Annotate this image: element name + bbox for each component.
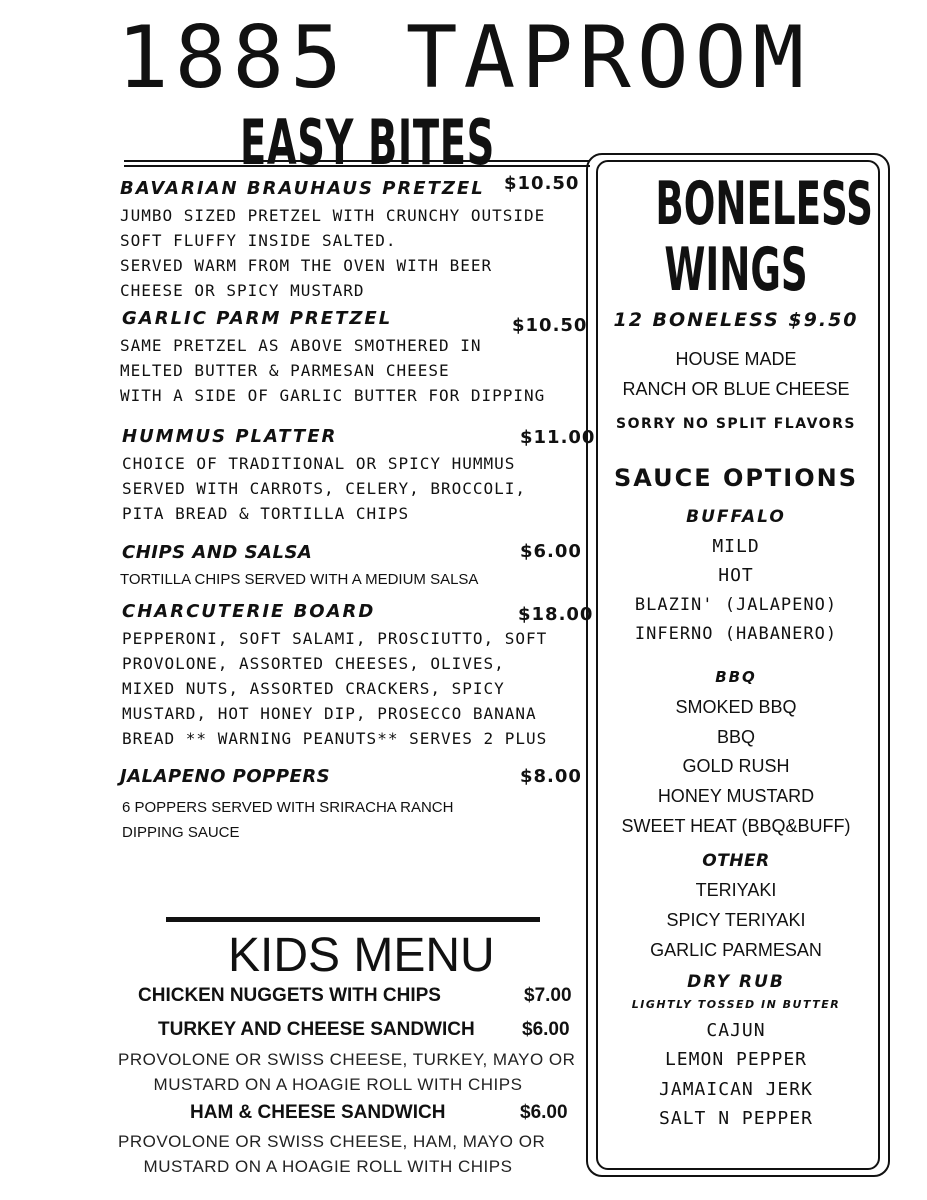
- sauce-category-bbq: BBQ: [715, 668, 757, 686]
- item-name-jalapeno-poppers: JALAPENO POPPERS: [120, 766, 331, 787]
- kids-heading: KIDS MENU: [228, 929, 495, 982]
- kids-item-name-ham: HAM & CHEESE SANDWICH: [190, 1102, 446, 1123]
- sauce-category-other: OTHER: [702, 851, 770, 871]
- wings-heading-line1: BONELESS: [655, 169, 873, 239]
- wings-heading-line2: WINGS: [664, 235, 808, 305]
- sauce-item: CAJUN: [706, 1020, 766, 1041]
- kids-item-price-nuggets: $7.00: [524, 985, 572, 1006]
- item-price-jalapeno-poppers: $8.00: [520, 766, 582, 787]
- item-desc-pretzel: JUMBO SIZED PRETZEL WITH CRUNCHY OUTSIDE SOFT FLUFFY INSIDE SALTED. SERVED WARM FROM THE OVEN WITH BEER CHEESE OR SPICY MUSTARD: [120, 206, 546, 300]
- kids-item-name-nuggets: CHICKEN NUGGETS WITH CHIPS: [138, 985, 441, 1006]
- kids-item-desc-turkey: PROVOLONE OR SWISS CHEESE, TURKEY, MAYO OR MUSTARD ON A HOAGIE ROLL WITH CHIPS: [118, 1050, 576, 1094]
- easy-bites-divider: [124, 160, 590, 167]
- dry-rub-note: LIGHTLY TOSSED IN BUTTER: [631, 998, 841, 1011]
- page-title: 1885 TAPROOM: [116, 8, 811, 108]
- sauce-item: HONEY MUSTARD: [657, 786, 815, 806]
- kids-item-desc-ham: PROVOLONE OR SWISS CHEESE, HAM, MAYO OR MUSTARD ON A HOAGIE ROLL WITH CHIPS: [118, 1132, 546, 1176]
- item-desc-jalapeno-poppers: 6 POPPERS SERVED WITH SRIRACHA RANCH DIPPING SAUCE: [122, 799, 454, 841]
- item-name-hummus: HUMMUS PLATTER: [122, 426, 338, 447]
- sauce-options-heading: SAUCE OPTIONS: [613, 464, 859, 492]
- wings-ranch: RANCH OR BLUE CHEESE: [622, 379, 850, 399]
- item-price-chips-salsa: $6.00: [520, 541, 582, 562]
- item-name-chips-salsa: CHIPS AND SALSA: [122, 542, 313, 563]
- sauce-item: BBQ: [716, 727, 755, 747]
- sauce-category-dry-rub: DRY RUB: [687, 972, 785, 992]
- kids-item-price-turkey: $6.00: [522, 1019, 570, 1040]
- item-desc-charcuterie: PEPPERONI, SOFT SALAMI, PROSCIUTTO, SOFT PROVOLONE, ASSORTED CHEESES, OLIVES, MIXED NUTS, ASSORTED CRACKERS, SPICY MUSTARD, HOT HONEY DIP, PROSECCO BANANA BREAD ** WARNING PEANUTS** SERVES 2 PLUS: [122, 629, 548, 748]
- item-desc-garlic-pretzel: SAME PRETZEL AS ABOVE SMOTHERED IN MELTED BUTTER & PARMESAN CHEESE WITH A SIDE OF GARLIC BUTTER FOR DIPPING: [120, 336, 546, 405]
- kids-divider: [166, 917, 540, 922]
- sauce-item: HOT: [718, 565, 754, 586]
- item-name-pretzel: BAVARIAN BRAUHAUS PRETZEL: [120, 178, 485, 199]
- sauce-item: SWEET HEAT (BBQ&BUFF): [621, 816, 851, 836]
- sauce-item: LEMON PEPPER: [664, 1049, 808, 1070]
- sauce-item: JAMAICAN JERK: [659, 1079, 813, 1100]
- sauce-item: SMOKED BBQ: [675, 697, 797, 717]
- item-name-garlic-pretzel: GARLIC PARM PRETZEL: [122, 308, 393, 329]
- wings-offer: 12 BONELESS $9.50: [613, 309, 859, 331]
- wings-house-made: HOUSE MADE: [675, 349, 797, 369]
- easy-bites-heading: EASY BITES: [240, 106, 495, 179]
- kids-item-price-ham: $6.00: [520, 1102, 568, 1123]
- item-price-garlic-pretzel: $10.50: [512, 315, 588, 336]
- item-price-pretzel: $10.50: [504, 173, 580, 194]
- sauce-item: INFERNO (HABANERO): [634, 624, 838, 644]
- item-name-charcuterie: CHARCUTERIE BOARD: [122, 601, 376, 622]
- sauce-item: BLAZIN' (JALAPENO): [634, 595, 838, 615]
- sauce-item: SALT N PEPPER: [659, 1108, 813, 1129]
- item-price-charcuterie: $18.00: [518, 604, 594, 625]
- sauce-item: GARLIC PARMESAN: [650, 940, 822, 960]
- wings-no-split: SORRY NO SPLIT FLAVORS: [616, 416, 856, 432]
- item-desc-chips-salsa: TORTILLA CHIPS SERVED WITH A MEDIUM SALSA: [120, 571, 479, 588]
- sauce-category-buffalo: BUFFALO: [686, 507, 786, 527]
- item-desc-hummus: CHOICE OF TRADITIONAL OR SPICY HUMMUS SERVED WITH CARROTS, CELERY, BROCCOLI, PITA BREAD & TORTILLA CHIPS: [122, 454, 527, 523]
- sauce-item: SPICY TERIYAKI: [666, 910, 806, 930]
- kids-item-name-turkey: TURKEY AND CHEESE SANDWICH: [158, 1019, 475, 1040]
- item-price-hummus: $11.00: [520, 427, 596, 448]
- sauce-item: GOLD RUSH: [682, 756, 790, 776]
- sauce-item: TERIYAKI: [695, 880, 777, 900]
- sauce-item: MILD: [712, 536, 760, 557]
